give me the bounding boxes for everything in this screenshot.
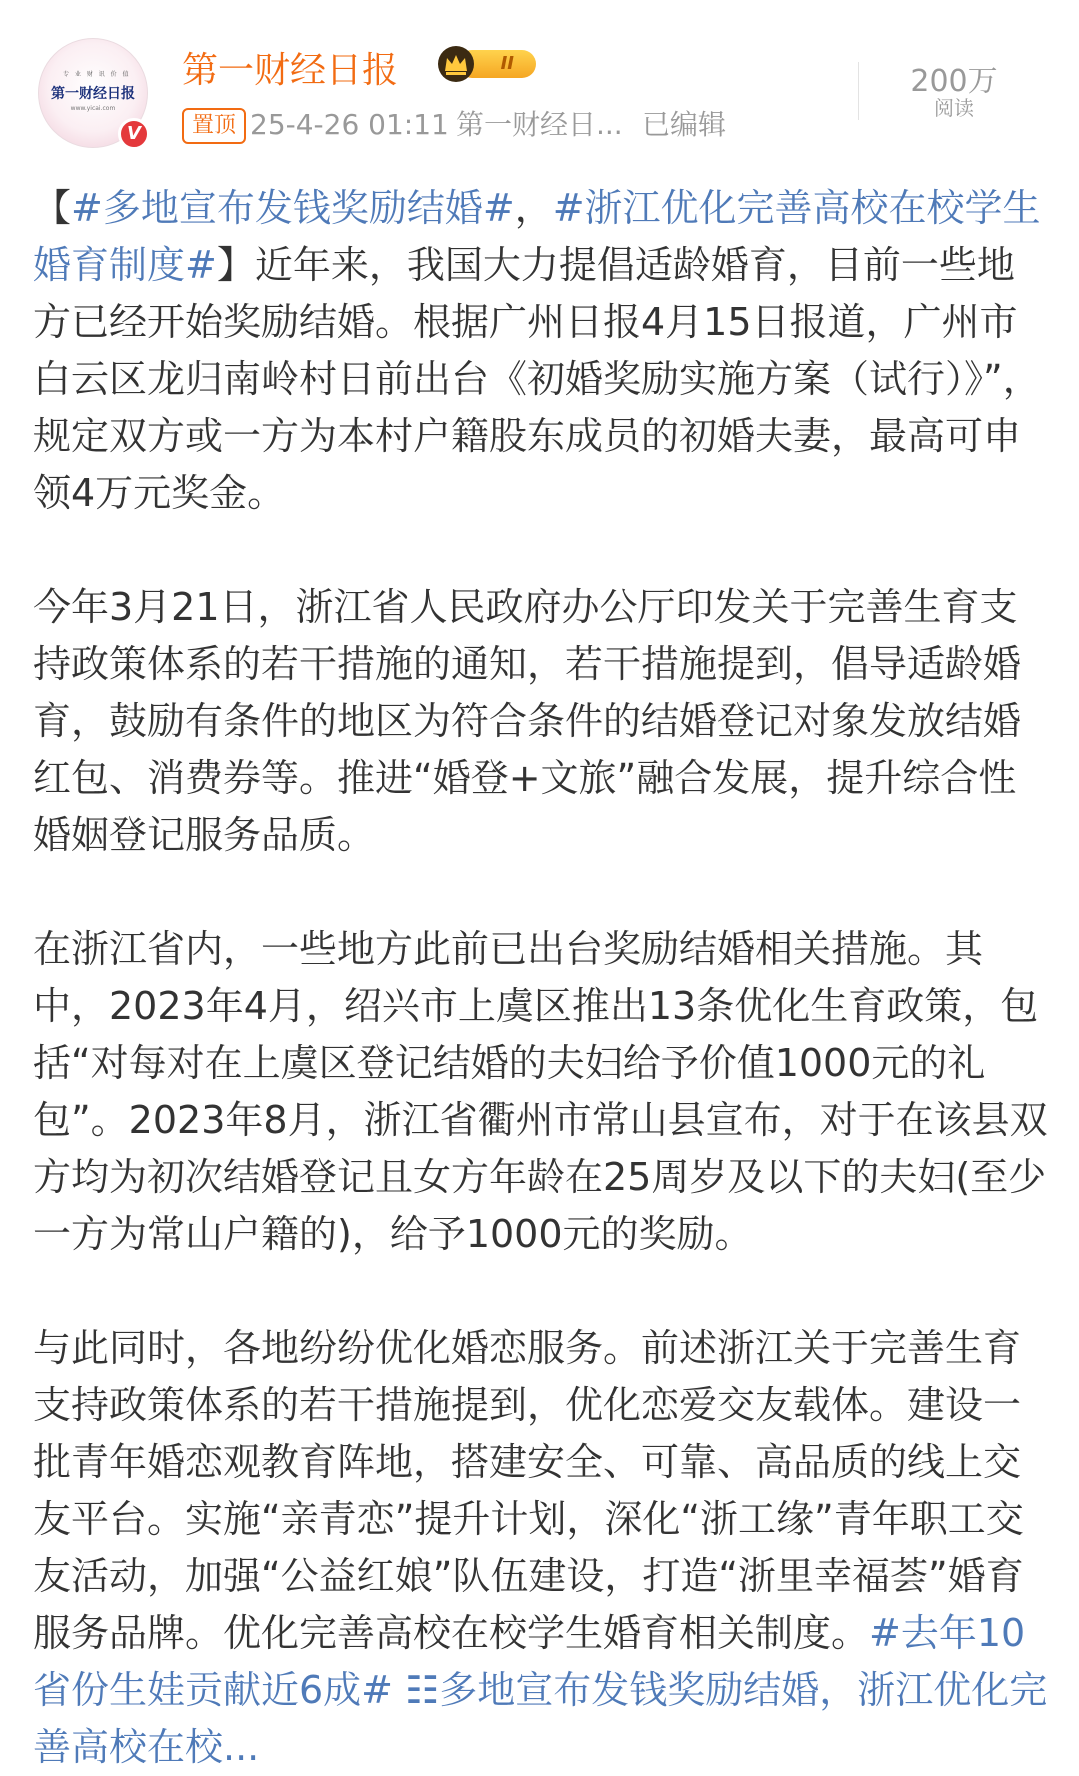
account-name[interactable]: 第一财经日报 xyxy=(182,50,399,91)
article-link-icon: ☷ xyxy=(405,1668,440,1712)
edited-label[interactable]: 已编辑 xyxy=(642,108,727,141)
vip-badge[interactable] xyxy=(436,44,540,84)
crown-icon xyxy=(436,44,476,84)
post-source[interactable]: 第一财经日... xyxy=(456,108,623,141)
hashtag-link[interactable]: #去年10省份生娃贡献近6成# xyxy=(33,1611,1026,1712)
avatar-logo-text: 第一财经日报 xyxy=(51,86,135,102)
verified-icon: V xyxy=(118,118,150,150)
bracket-open: 【 xyxy=(33,186,72,230)
bracket-close: 】 xyxy=(216,243,255,287)
paragraph-text: 近年来，我国大力提倡适龄婚育，目前一些地方已经开始奖励结婚。根据广州日报4月15日报道，广州市白云区龙归南岭村日前出台《初婚奖励实施方案（试行）》”，规定双方或一方为本村户籍股东成员的初婚夫妻，最高可申领4万元奖金。 xyxy=(33,243,1041,515)
avatar-slogan: 专 业 财 讯 价 值 xyxy=(63,71,131,78)
post-time: 25-4-26 01:11 xyxy=(250,108,449,141)
paragraph-1 xyxy=(33,180,1049,522)
hashtag-link[interactable]: #多地宣布发钱奖励结婚# xyxy=(71,186,515,230)
post-header xyxy=(0,0,1079,160)
divider xyxy=(858,62,859,120)
vip-level: II xyxy=(458,50,536,78)
paragraph-2: 今年3月21日，浙江省人民政府办公厅印发关于完善生育支持政策体系的若干措施的通知，若干措施提到，倡导适龄婚育，鼓励有条件的地区为符合条件的结婚登记对象发放结婚红包、消费券等。推进“婚登+文旅”融合发展，提升综合性婚姻登记服务品质。 xyxy=(33,585,1022,857)
paragraph-3: 在浙江省内，一些地方此前已出台奖励结婚相关措施。其中，2023年4月，绍兴市上虞区推出13条优化生育政策，包括“对每对在上虞区登记结婚的夫妇给予价值1000元的礼包”。2023年8月，浙江省衢州市常山县宣布，对于在该县双方均为初次结婚登记且女方年龄在25周岁及以下的夫妇(至少一方为常山户籍的)，给予1000元的奖励。 xyxy=(33,927,1048,1256)
paragraph-text: 与此同时，各地纷纷优化婚恋服务。前述浙江关于完善生育支持政策体系的若干措施提到，优化恋爱交友载体。建设一批青年婚恋观教育阵地，搭建安全、可靠、高品质的线上交友平台。实施“亲青恋”提升计划，深化“浙工缘”青年职工交友活动，加强“公益红娘”队伍建设，打造“浙里幸福荟”婚育服务品牌。优化完善高校在校学生婚育相关制度。 xyxy=(33,1326,1024,1655)
article-link[interactable]: 多地宣布发钱奖励结婚，浙江优化完善高校在校... xyxy=(33,1668,1048,1769)
separator: ， xyxy=(514,186,553,230)
paragraph-4 xyxy=(33,1320,1049,1776)
post-body xyxy=(33,180,1049,1776)
read-label: 阅读 xyxy=(934,96,974,120)
pinned-badge: 置顶 xyxy=(182,108,246,144)
avatar-url: www.yicai.com xyxy=(70,105,116,112)
hashtag-link[interactable]: #浙江优化完善高校在校学生婚育制度# xyxy=(33,186,1041,287)
read-count: 200万 xyxy=(910,64,998,99)
